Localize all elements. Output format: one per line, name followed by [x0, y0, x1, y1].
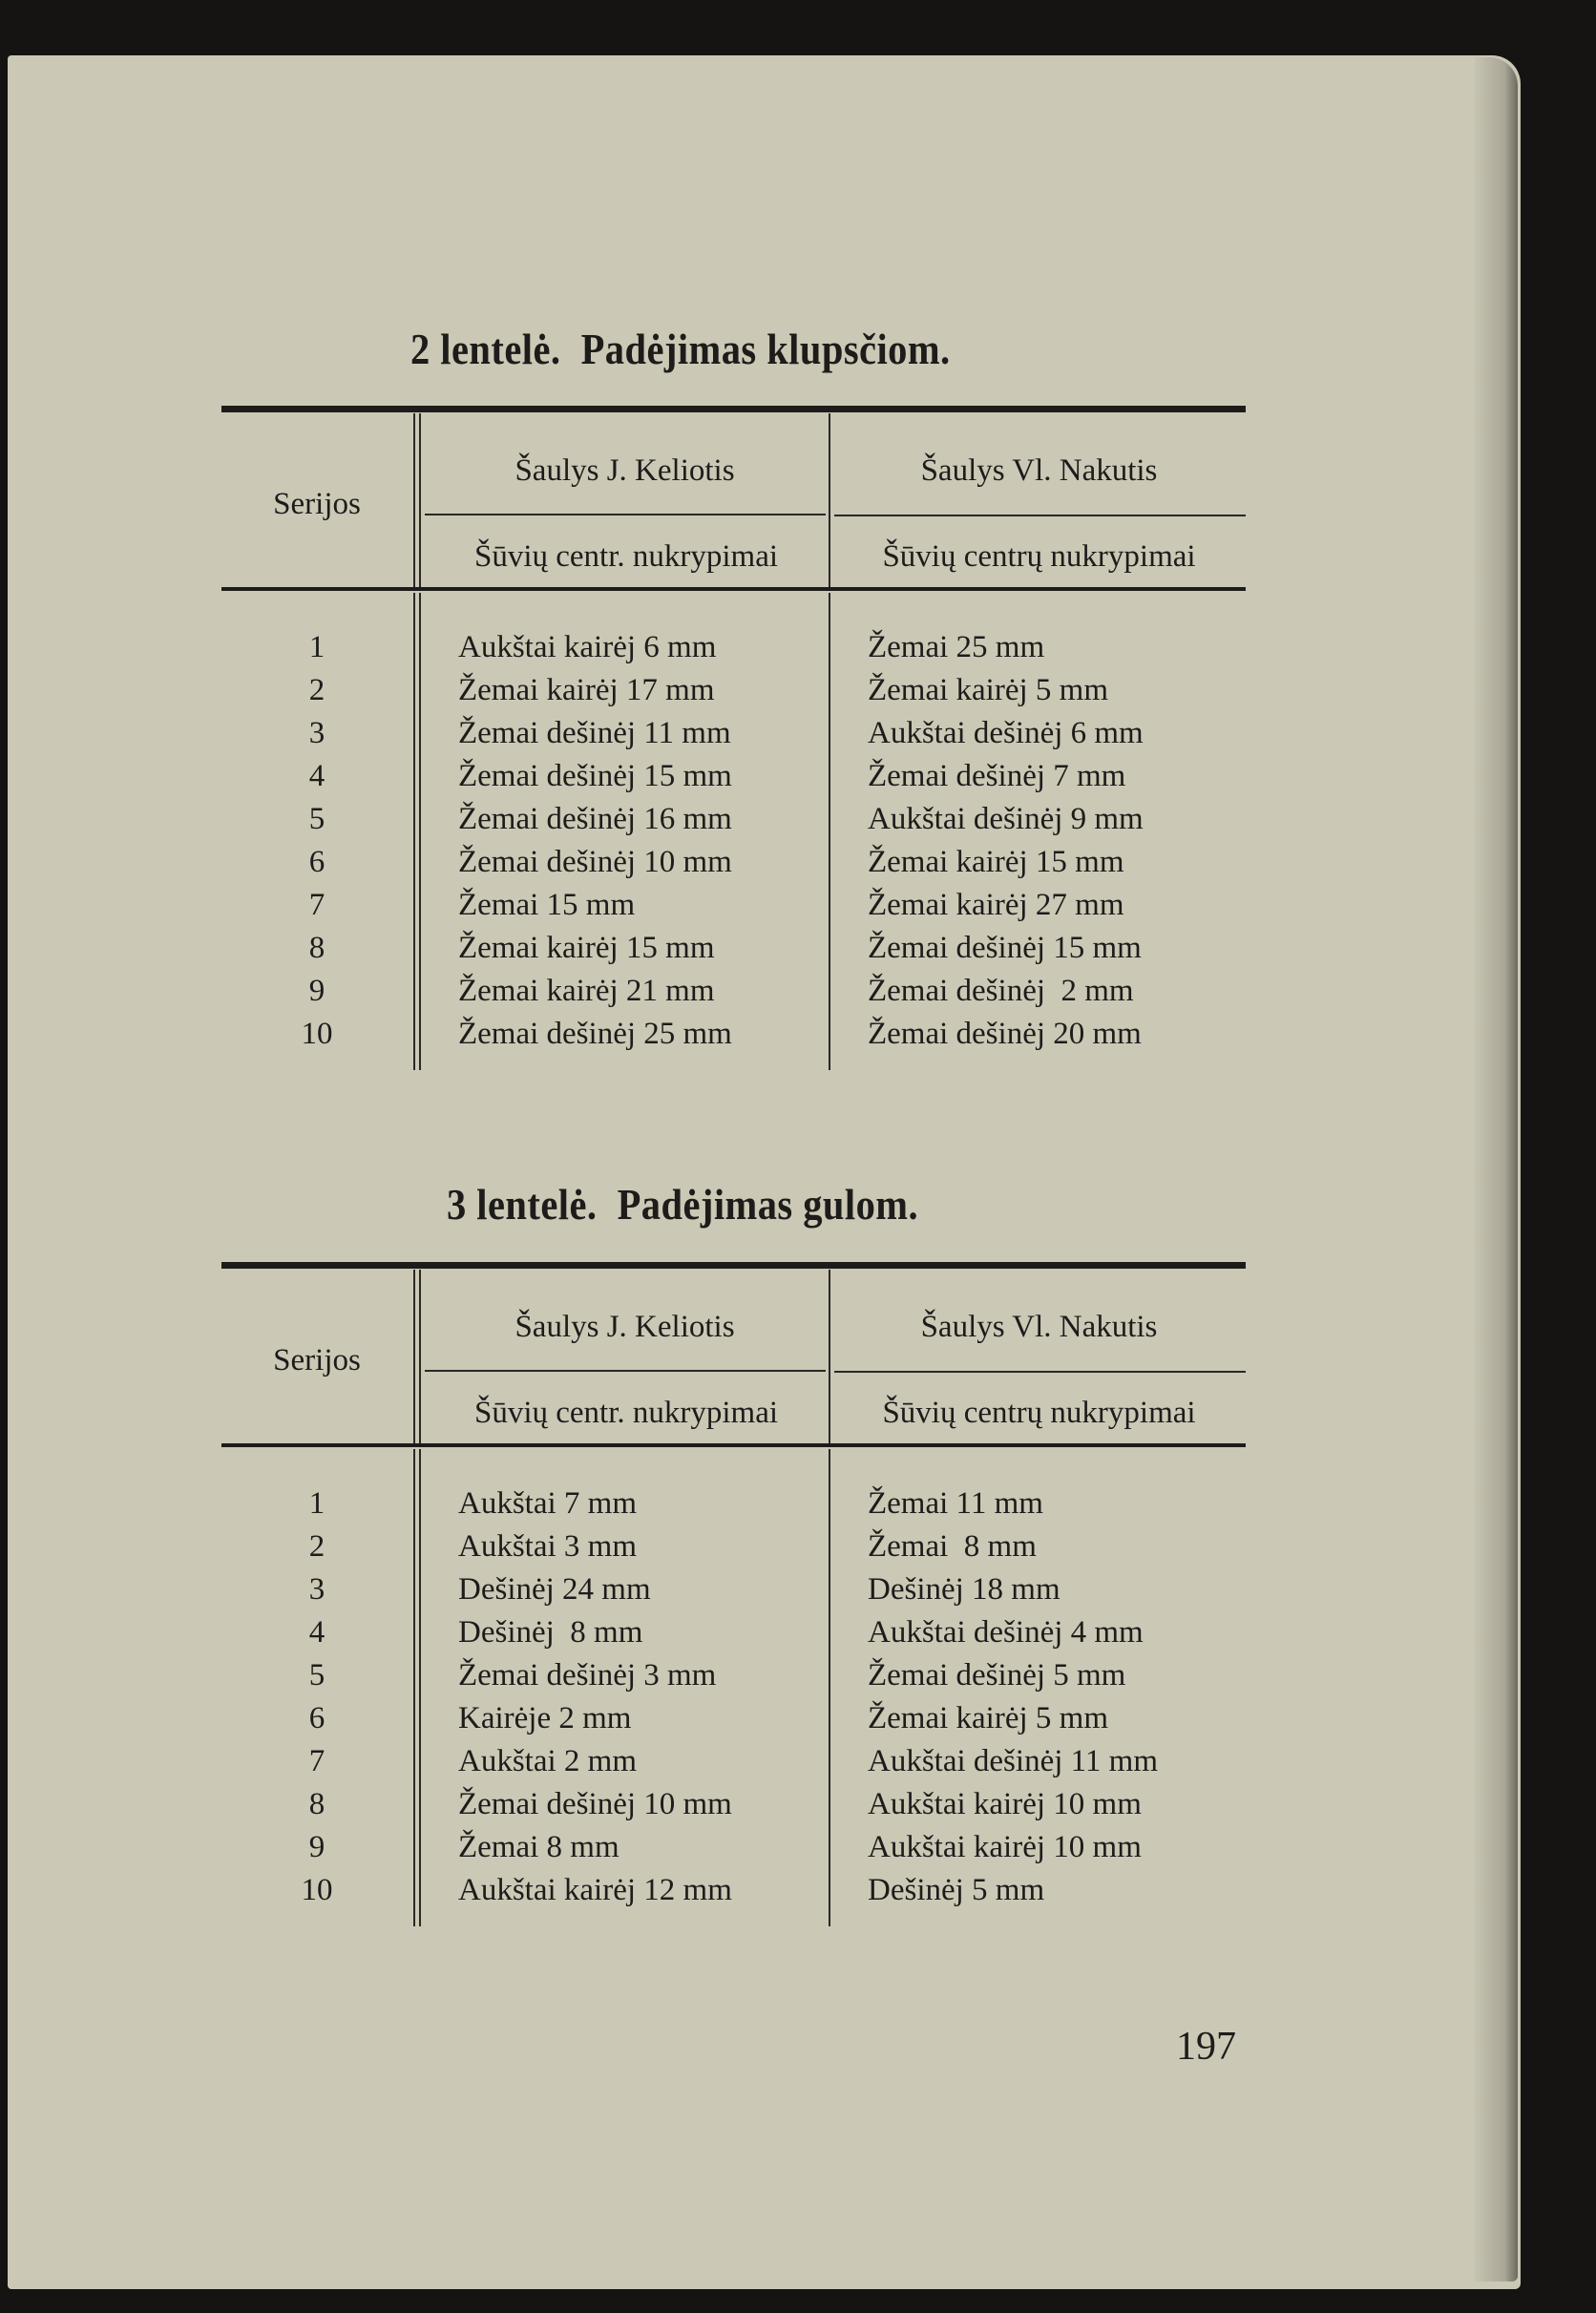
- header-bottom-rule: [221, 587, 1246, 591]
- series-number: 9: [308, 974, 326, 1008]
- series-number: 10: [301, 1873, 333, 1907]
- series-number: 3: [308, 1572, 326, 1607]
- shooter-2-deviation: Dešinėj 5 mm: [868, 1873, 1045, 1907]
- column-divider: [413, 1449, 415, 1926]
- column-divider: [419, 1449, 421, 1926]
- shooter-2-deviation: Žemai dešinėj 2 mm: [868, 974, 1134, 1008]
- book-page: [8, 55, 1521, 2289]
- shooter-1-deviation: Dešinėj 24 mm: [458, 1572, 651, 1607]
- series-number: 3: [308, 716, 326, 750]
- shooter-1-deviation: Aukštai 2 mm: [458, 1744, 637, 1778]
- series-number: 7: [308, 1744, 326, 1778]
- shooter-1-deviation: Kairėje 2 mm: [458, 1701, 632, 1735]
- column-divider: [413, 1270, 415, 1444]
- shooter-2-deviation: Žemai kairėj 15 mm: [868, 845, 1124, 879]
- header-shooter-2: Šaulys Vl. Nakutis: [920, 453, 1158, 488]
- shooter-1-deviation: Aukštai kairėj 12 mm: [458, 1873, 732, 1907]
- header-bottom-rule: [221, 1443, 1246, 1447]
- page-number: 197: [1176, 2025, 1236, 2069]
- shooter-2-deviation: Žemai dešinėj 5 mm: [868, 1658, 1126, 1693]
- shooter-1-deviation: Aukštai 3 mm: [458, 1529, 637, 1564]
- shooter-1-deviation: Aukštai 7 mm: [458, 1486, 637, 1521]
- shooter-1-deviation: Žemai 15 mm: [458, 888, 636, 922]
- data-table: [221, 406, 1246, 1074]
- shooter-2-deviation: Aukštai kairėj 10 mm: [868, 1787, 1142, 1821]
- sub-rule: [425, 514, 826, 515]
- shooter-2-deviation: Žemai kairėj 5 mm: [868, 1701, 1108, 1735]
- subheader-2: Šūvių centrų nukrypimai: [882, 539, 1196, 574]
- series-number: 2: [308, 673, 326, 707]
- series-number: 6: [308, 845, 326, 879]
- shooter-1-deviation: Žemai dešinėj 15 mm: [458, 759, 732, 793]
- series-number: 7: [308, 888, 326, 922]
- column-divider: [829, 1449, 830, 1926]
- shooter-2-deviation: Aukštai kairėj 10 mm: [868, 1830, 1142, 1864]
- shooter-2-deviation: Aukštai dešinėj 11 mm: [868, 1744, 1158, 1778]
- shooter-2-deviation: Žemai dešinėj 7 mm: [868, 759, 1126, 793]
- header-series: Serijos: [273, 487, 361, 521]
- column-divider: [413, 413, 415, 588]
- shooter-2-deviation: Aukštai dešinėj 9 mm: [868, 802, 1144, 836]
- shooter-1-deviation: Žemai dešinėj 25 mm: [458, 1017, 732, 1051]
- series-number: 4: [308, 1615, 326, 1650]
- shooter-1-deviation: Žemai kairėj 21 mm: [458, 974, 715, 1008]
- shooter-2-deviation: Dešinėj 18 mm: [868, 1572, 1060, 1607]
- series-number: 1: [308, 1486, 326, 1521]
- series-number: 10: [301, 1017, 333, 1051]
- shooter-1-deviation: Žemai dešinėj 11 mm: [458, 716, 731, 750]
- column-divider: [419, 413, 421, 588]
- shooter-2-deviation: Žemai dešinėj 15 mm: [868, 931, 1142, 965]
- series-number: 5: [308, 802, 326, 836]
- header-series: Serijos: [273, 1343, 361, 1377]
- shooter-2-deviation: Žemai kairėj 5 mm: [868, 673, 1108, 707]
- header-shooter-1: Šaulys J. Keliotis: [514, 453, 735, 488]
- table-title: 3 lentelė. Padėjimas gulom.: [447, 1181, 919, 1229]
- series-number: 5: [308, 1658, 326, 1693]
- data-table: [221, 1262, 1246, 1930]
- sub-rule: [425, 1370, 826, 1372]
- shooter-2-deviation: Žemai dešinėj 20 mm: [868, 1017, 1142, 1051]
- shooter-1-deviation: Žemai dešinėj 10 mm: [458, 845, 732, 879]
- shooter-2-deviation: Žemai 8 mm: [868, 1529, 1037, 1564]
- shooter-1-deviation: Aukštai kairėj 6 mm: [458, 630, 717, 664]
- subheader-1: Šūvių centr. nukrypimai: [473, 1396, 779, 1430]
- header-shooter-2: Šaulys Vl. Nakutis: [920, 1310, 1158, 1344]
- sub-rule: [834, 515, 1246, 516]
- top-rule: [221, 1262, 1246, 1269]
- shooter-1-deviation: Žemai dešinėj 3 mm: [458, 1658, 717, 1693]
- page-edge: [1475, 57, 1518, 2281]
- table-title: 2 lentelė. Padėjimas klupsčiom.: [410, 326, 951, 373]
- column-divider: [419, 1270, 421, 1444]
- shooter-1-deviation: Žemai kairėj 17 mm: [458, 673, 715, 707]
- column-divider: [829, 593, 830, 1070]
- series-number: 2: [308, 1529, 326, 1564]
- shooter-1-deviation: Žemai kairėj 15 mm: [458, 931, 715, 965]
- top-rule: [221, 406, 1246, 412]
- subheader-1: Šūvių centr. nukrypimai: [473, 539, 779, 574]
- shooter-2-deviation: Aukštai dešinėj 4 mm: [868, 1615, 1144, 1650]
- shooter-2-deviation: Žemai 11 mm: [868, 1486, 1043, 1521]
- sub-rule: [834, 1371, 1246, 1373]
- series-number: 8: [308, 931, 326, 965]
- series-number: 9: [308, 1830, 326, 1864]
- header-shooter-1: Šaulys J. Keliotis: [514, 1310, 735, 1344]
- shooter-1-deviation: Žemai 8 mm: [458, 1830, 620, 1864]
- shooter-2-deviation: Aukštai dešinėj 6 mm: [868, 716, 1144, 750]
- series-number: 4: [308, 759, 326, 793]
- series-number: 6: [308, 1701, 326, 1735]
- subheader-2: Šūvių centrų nukrypimai: [882, 1396, 1196, 1430]
- column-divider: [419, 593, 421, 1070]
- shooter-2-deviation: Žemai 25 mm: [868, 630, 1045, 664]
- shooter-1-deviation: Žemai dešinėj 10 mm: [458, 1787, 732, 1821]
- shooter-2-deviation: Žemai kairėj 27 mm: [868, 888, 1124, 922]
- shooter-1-deviation: Dešinėj 8 mm: [458, 1615, 643, 1650]
- series-number: 1: [308, 630, 326, 664]
- column-divider: [413, 593, 415, 1070]
- shooter-1-deviation: Žemai dešinėj 16 mm: [458, 802, 732, 836]
- series-number: 8: [308, 1787, 326, 1821]
